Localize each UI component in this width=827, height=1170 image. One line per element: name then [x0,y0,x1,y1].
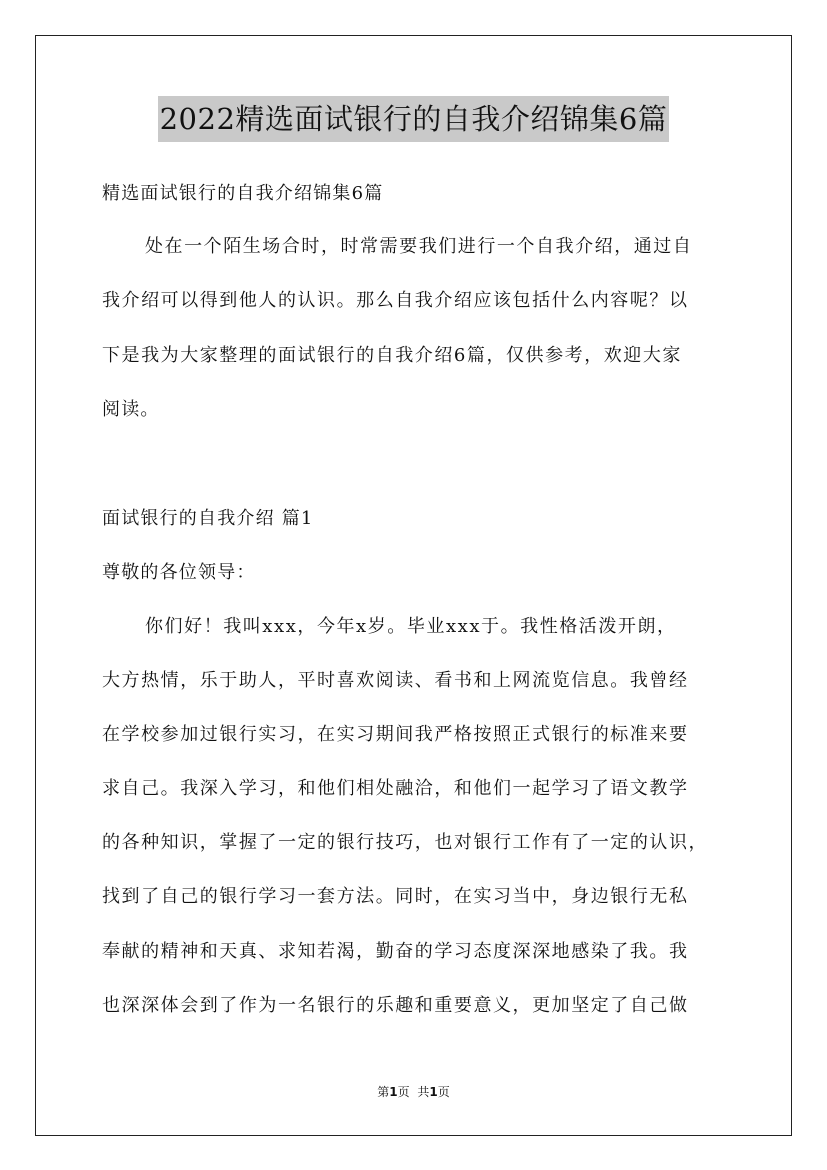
footer-total-suffix: 页 [437,1085,450,1099]
page-footer [0,1084,827,1100]
document-subtitle: 精选面试银行的自我介绍锦集6篇 [102,183,384,204]
body-line: 的各种知识，掌握了一定的银行技巧，也对银行工作有了一定的认识， [102,832,709,853]
footer-page-prefix: 第 [377,1085,390,1099]
intro-line: 下是我为大家整理的面试银行的自我介绍6篇，仅供参考，欢迎大家 [102,345,682,366]
body-line: 求自己。我深入学习，和他们相处融洽，和他们一起学习了语文教学 [102,778,689,799]
body-line: 奉献的精神和天真、求知若渴，勤奋的学习态度深深地感染了我。我 [102,941,689,962]
footer-total-number: 1 [429,1085,438,1099]
body-line: 大方热情，乐于助人，平时喜欢阅读、看书和上网流览信息。我曾经 [102,670,689,691]
footer-page-number: 1 [389,1085,398,1099]
body-line: 也深深体会到了作为一名银行的乐趣和重要意义，更加坚定了自己做 [102,995,689,1016]
salutation: 尊敬的各位领导： [102,562,256,583]
intro-line: 阅读。 [102,399,160,420]
intro-line: 处在一个陌生场合时，时常需要我们进行一个自我介绍，通过自 [145,236,693,257]
body-line: 找到了自己的银行学习一套方法。同时，在实习当中，身边银行无私 [102,886,689,907]
body-line: 你们好！我叫xxx，今年x岁。毕业xxx于。我性格活泼开朗， [145,616,677,637]
footer-page-suffix: 页 [397,1085,410,1099]
document-title [0,96,827,142]
section-heading: 面试银行的自我介绍 篇1 [102,508,314,529]
intro-line: 我介绍可以得到他人的认识。那么自我介绍应该包括什么内容呢？以 [102,290,689,311]
body-line: 在学校参加过银行实习，在实习期间我严格按照正式银行的标准来要 [102,724,689,745]
footer-total-prefix: 共 [417,1085,430,1099]
document-title-text: 2022精选面试银行的自我介绍锦集6篇 [158,96,670,142]
